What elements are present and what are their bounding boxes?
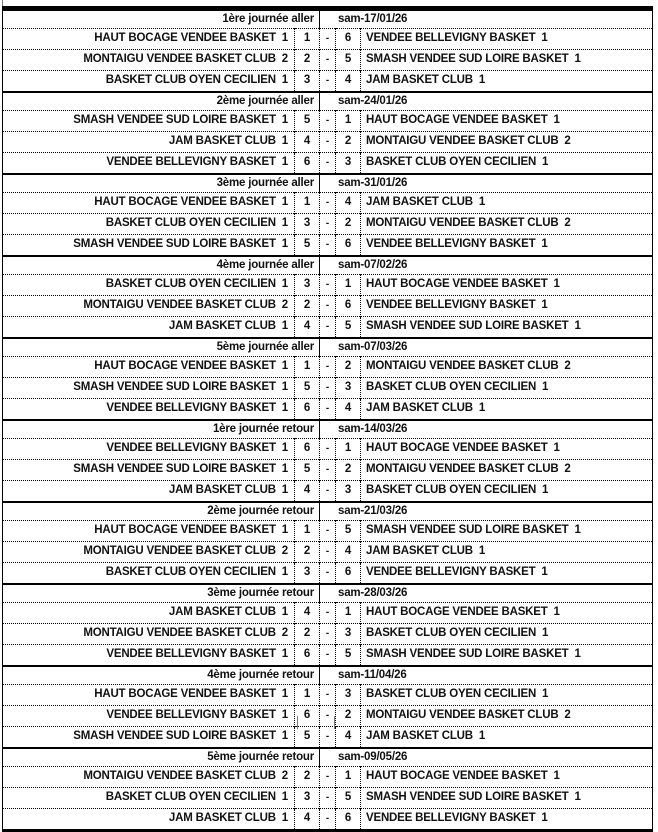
home-number: 3 [303, 74, 311, 87]
away-number: 5 [344, 53, 352, 66]
score-separator: - [320, 29, 336, 50]
match-row [3, 132, 653, 153]
score-separator: - [320, 357, 336, 378]
section-title: 3ème journée retour [3, 584, 320, 603]
match-row [3, 153, 653, 175]
match-row [3, 29, 653, 50]
away-number: 4 [344, 196, 352, 209]
score-separator: - [320, 235, 336, 257]
match-row [3, 50, 653, 71]
home-team: SMASH VENDEE SUD LOIRE BASKET 1 [3, 111, 295, 132]
home-team: VENDEE BELLEVIGNY BASKET 1 [3, 153, 295, 175]
section-title: 1ère journée retour [3, 420, 320, 439]
match-row [3, 727, 653, 749]
away-team: HAUT BOCAGE VENDEE BASKET 1 [361, 439, 653, 460]
score-separator: - [320, 809, 336, 831]
section-date: sam-07/02/26 [338, 258, 408, 271]
section-header-row [3, 748, 653, 767]
score-separator: - [320, 296, 336, 317]
match-row [3, 481, 653, 503]
score-separator: - [320, 50, 336, 71]
home-number: 1 [303, 524, 311, 537]
home-number: 2 [303, 627, 311, 640]
score-separator: - [320, 706, 336, 727]
match-row [3, 378, 653, 399]
home-number: 3 [303, 278, 311, 291]
away-number: 2 [344, 135, 352, 148]
section-header-row [3, 92, 653, 111]
home-team: BASKET CLUB OYEN CECILIEN 1 [3, 71, 295, 93]
home-team: JAM BASKET CLUB 1 [3, 132, 295, 153]
away-number: 2 [344, 709, 352, 722]
away-number: 5 [344, 791, 352, 804]
home-number: 4 [303, 484, 311, 497]
away-team: BASKET CLUB OYEN CECILIEN 1 [361, 481, 653, 503]
home-team: MONTAIGU VENDEE BASKET CLUB 2 [3, 624, 295, 645]
match-row [3, 111, 653, 132]
section-header-row [3, 256, 653, 275]
section-date: sam-31/01/26 [338, 176, 408, 189]
home-team: HAUT BOCAGE VENDEE BASKET 1 [3, 521, 295, 542]
away-team: SMASH VENDEE SUD LOIRE BASKET 1 [361, 50, 653, 71]
section-header-row [3, 338, 653, 357]
away-team: MONTAIGU VENDEE BASKET CLUB 2 [361, 460, 653, 481]
away-number: 3 [344, 688, 352, 701]
away-number: 2 [344, 463, 352, 476]
gridline-stub [334, 716, 335, 729]
home-team: SMASH VENDEE SUD LOIRE BASKET 1 [3, 727, 295, 749]
score-separator: - [320, 542, 336, 563]
section-title: 2ème journée retour [3, 502, 320, 521]
home-number: 5 [303, 238, 311, 251]
score-separator: - [320, 685, 336, 706]
section-title: 3ème journée aller [3, 174, 320, 193]
section-title: 1ère journée aller [3, 9, 320, 29]
home-number: 4 [303, 135, 311, 148]
score-separator: - [320, 645, 336, 667]
away-team: JAM BASKET CLUB 1 [361, 71, 653, 93]
home-team: JAM BASKET CLUB 1 [3, 481, 295, 503]
home-number: 5 [303, 381, 311, 394]
match-row [3, 71, 653, 93]
home-number: 6 [303, 709, 311, 722]
match-row [3, 357, 653, 378]
home-number: 6 [303, 402, 311, 415]
away-number: 1 [344, 606, 352, 619]
section-date: sam-11/04/26 [338, 668, 407, 681]
score-separator: - [320, 767, 336, 788]
away-team: BASKET CLUB OYEN CECILIEN 1 [361, 624, 653, 645]
away-team: MONTAIGU VENDEE BASKET CLUB 2 [361, 214, 653, 235]
away-team: JAM BASKET CLUB 1 [361, 542, 653, 563]
home-number: 3 [303, 566, 311, 579]
score-separator: - [320, 439, 336, 460]
match-row [3, 235, 653, 257]
away-number: 4 [344, 402, 352, 415]
away-team: HAUT BOCAGE VENDEE BASKET 1 [361, 603, 653, 624]
away-number: 2 [344, 360, 352, 373]
away-number: 4 [344, 74, 352, 87]
section-title: 4ème journée aller [3, 256, 320, 275]
home-team: HAUT BOCAGE VENDEE BASKET 1 [3, 685, 295, 706]
match-row [3, 460, 653, 481]
match-row [3, 296, 653, 317]
match-row [3, 521, 653, 542]
away-number: 1 [344, 442, 352, 455]
match-row [3, 542, 653, 563]
score-separator: - [320, 132, 336, 153]
away-number: 6 [344, 32, 352, 45]
score-separator: - [320, 399, 336, 421]
away-number: 6 [344, 238, 352, 251]
home-number: 4 [303, 320, 311, 333]
score-separator: - [320, 214, 336, 235]
score-separator: - [320, 378, 336, 399]
home-team: SMASH VENDEE SUD LOIRE BASKET 1 [3, 460, 295, 481]
home-team: BASKET CLUB OYEN CECILIEN 1 [3, 214, 295, 235]
match-row [3, 603, 653, 624]
away-team: BASKET CLUB OYEN CECILIEN 1 [361, 685, 653, 706]
away-number: 1 [344, 114, 352, 127]
home-team: JAM BASKET CLUB 1 [3, 809, 295, 831]
away-number: 6 [344, 812, 352, 825]
away-number: 2 [344, 217, 352, 230]
away-team: HAUT BOCAGE VENDEE BASKET 1 [361, 767, 653, 788]
away-team: JAM BASKET CLUB 1 [361, 399, 653, 421]
score-separator: - [320, 727, 336, 749]
match-row [3, 193, 653, 214]
score-separator: - [320, 481, 336, 503]
away-team: HAUT BOCAGE VENDEE BASKET 1 [361, 111, 653, 132]
score-separator: - [320, 275, 336, 296]
away-number: 5 [344, 648, 352, 661]
home-team: JAM BASKET CLUB 1 [3, 603, 295, 624]
match-row [3, 275, 653, 296]
section-date: sam-17/01/26 [338, 12, 408, 25]
score-separator: - [320, 624, 336, 645]
score-separator: - [320, 317, 336, 339]
away-number: 5 [344, 320, 352, 333]
away-team: SMASH VENDEE SUD LOIRE BASKET 1 [361, 645, 653, 667]
home-number: 5 [303, 463, 311, 476]
away-team: VENDEE BELLEVIGNY BASKET 1 [361, 235, 653, 257]
home-team: VENDEE BELLEVIGNY BASKET 1 [3, 706, 295, 727]
away-team: SMASH VENDEE SUD LOIRE BASKET 1 [361, 521, 653, 542]
away-team: VENDEE BELLEVIGNY BASKET 1 [361, 296, 653, 317]
section-header-row [3, 502, 653, 521]
score-separator: - [320, 603, 336, 624]
home-number: 6 [303, 442, 311, 455]
home-number: 1 [303, 32, 311, 45]
home-number: 6 [303, 648, 311, 661]
home-team: BASKET CLUB OYEN CECILIEN 1 [3, 275, 295, 296]
section-header-row [3, 666, 653, 685]
away-team: SMASH VENDEE SUD LOIRE BASKET 1 [361, 317, 653, 339]
section-title: 5ème journée retour [3, 748, 320, 767]
section-title: 4ème journée retour [3, 666, 320, 685]
home-number: 2 [303, 53, 311, 66]
home-team: HAUT BOCAGE VENDEE BASKET 1 [3, 193, 295, 214]
score-separator: - [320, 193, 336, 214]
away-team: MONTAIGU VENDEE BASKET CLUB 2 [361, 132, 653, 153]
home-team: VENDEE BELLEVIGNY BASKET 1 [3, 439, 295, 460]
match-row [3, 317, 653, 339]
home-number: 3 [303, 217, 311, 230]
away-number: 1 [344, 278, 352, 291]
away-number: 4 [344, 545, 352, 558]
away-team: BASKET CLUB OYEN CECILIEN 1 [361, 378, 653, 399]
away-number: 3 [344, 627, 352, 640]
away-number: 6 [344, 299, 352, 312]
gridline-stub [297, 716, 298, 729]
home-team: BASKET CLUB OYEN CECILIEN 1 [3, 788, 295, 809]
away-team: JAM BASKET CLUB 1 [361, 193, 653, 214]
home-team: MONTAIGU VENDEE BASKET CLUB 2 [3, 296, 295, 317]
section-header-row [3, 9, 653, 29]
match-row [3, 788, 653, 809]
home-number: 2 [303, 299, 311, 312]
match-row [3, 624, 653, 645]
match-row [3, 809, 653, 831]
home-number: 2 [303, 770, 311, 783]
home-team: SMASH VENDEE SUD LOIRE BASKET 1 [3, 235, 295, 257]
section-title: 2ème journée aller [3, 92, 320, 111]
schedule-table-body [3, 9, 653, 831]
match-row [3, 439, 653, 460]
score-separator: - [320, 788, 336, 809]
match-row [3, 563, 653, 585]
home-team: BASKET CLUB OYEN CECILIEN 1 [3, 563, 295, 585]
home-team: MONTAIGU VENDEE BASKET CLUB 2 [3, 767, 295, 788]
match-row [3, 685, 653, 706]
score-separator: - [320, 563, 336, 585]
home-number: 1 [303, 360, 311, 373]
away-number: 3 [344, 381, 352, 394]
away-number: 5 [344, 524, 352, 537]
section-date: sam-09/05/26 [338, 750, 408, 763]
section-header-row [3, 420, 653, 439]
home-number: 5 [303, 114, 311, 127]
home-number: 3 [303, 791, 311, 804]
home-number: 1 [303, 196, 311, 209]
away-number: 3 [344, 156, 352, 169]
away-number: 6 [344, 566, 352, 579]
match-row [3, 706, 653, 727]
home-number: 1 [303, 688, 311, 701]
home-team: HAUT BOCAGE VENDEE BASKET 1 [3, 29, 295, 50]
away-team: VENDEE BELLEVIGNY BASKET 1 [361, 809, 653, 831]
away-team: VENDEE BELLEVIGNY BASKET 1 [361, 563, 653, 585]
score-separator: - [320, 153, 336, 175]
section-date: sam-21/03/26 [338, 504, 408, 517]
away-team: JAM BASKET CLUB 1 [361, 727, 653, 749]
home-team: VENDEE BELLEVIGNY BASKET 1 [3, 645, 295, 667]
schedule-table [2, 6, 653, 832]
match-row [3, 399, 653, 421]
away-team: HAUT BOCAGE VENDEE BASKET 1 [361, 275, 653, 296]
away-number: 4 [344, 730, 352, 743]
away-number: 1 [344, 770, 352, 783]
away-team: VENDEE BELLEVIGNY BASKET 1 [361, 29, 653, 50]
section-date: sam-14/03/26 [338, 422, 408, 435]
home-number: 4 [303, 606, 311, 619]
section-date: sam-07/03/26 [338, 340, 408, 353]
section-date: sam-28/03/26 [338, 586, 408, 599]
away-team: SMASH VENDEE SUD LOIRE BASKET 1 [361, 788, 653, 809]
home-number: 2 [303, 545, 311, 558]
away-number: 3 [344, 484, 352, 497]
section-title: 5ème journée aller [3, 338, 320, 357]
home-team: MONTAIGU VENDEE BASKET CLUB 2 [3, 542, 295, 563]
score-separator: - [320, 460, 336, 481]
section-date: sam-24/01/26 [338, 94, 408, 107]
away-team: MONTAIGU VENDEE BASKET CLUB 2 [361, 706, 653, 727]
home-team: SMASH VENDEE SUD LOIRE BASKET 1 [3, 378, 295, 399]
away-team: MONTAIGU VENDEE BASKET CLUB 2 [361, 357, 653, 378]
home-team: MONTAIGU VENDEE BASKET CLUB 2 [3, 50, 295, 71]
home-team: VENDEE BELLEVIGNY BASKET 1 [3, 399, 295, 421]
home-team: JAM BASKET CLUB 1 [3, 317, 295, 339]
match-row [3, 645, 653, 667]
match-row [3, 767, 653, 788]
match-row [3, 214, 653, 235]
away-team: BASKET CLUB OYEN CECILIEN 1 [361, 153, 653, 175]
home-number: 4 [303, 812, 311, 825]
home-number: 5 [303, 730, 311, 743]
section-header-row [3, 584, 653, 603]
section-header-row [3, 174, 653, 193]
home-number: 6 [303, 156, 311, 169]
score-separator: - [320, 111, 336, 132]
home-team: HAUT BOCAGE VENDEE BASKET 1 [3, 357, 295, 378]
score-separator: - [320, 521, 336, 542]
score-separator: - [320, 71, 336, 93]
